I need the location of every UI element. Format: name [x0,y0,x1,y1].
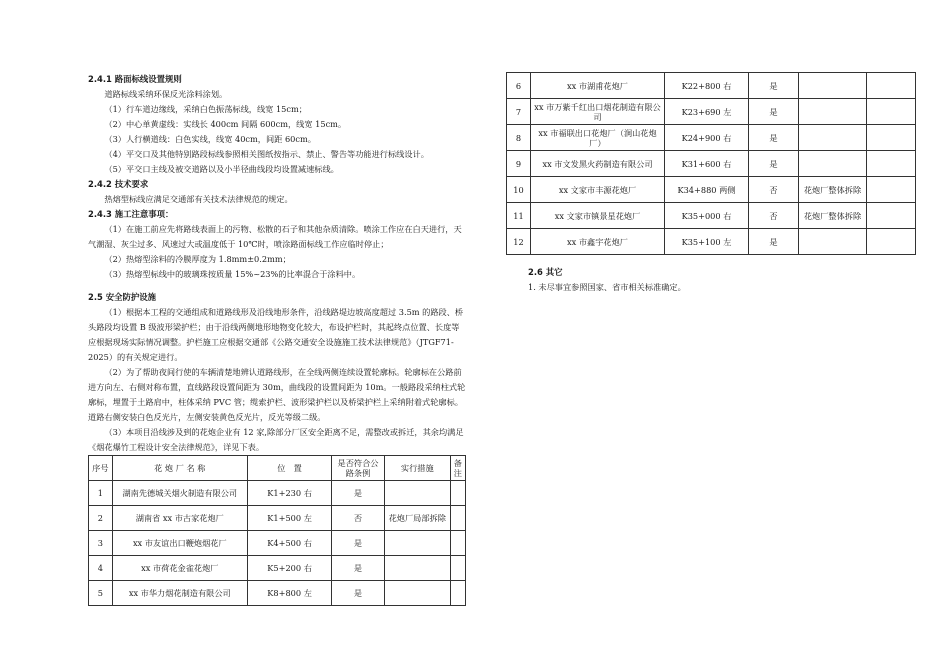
cell-position: K5+200 右 [247,556,331,581]
cell-compliant: 否 [749,177,799,203]
cell-compliant: 否 [749,203,799,229]
cell-compliant: 是 [749,73,799,99]
cell-compliant: 是 [332,481,385,506]
cell-note [450,481,465,506]
cell-action [384,581,450,606]
header-action: 实行措施 [384,456,450,481]
cell-position: K35+100 左 [665,229,749,255]
cell-note [867,99,916,125]
cell-no: 12 [507,229,531,255]
list-item: （1）行车道边缘线，采纳白色振荡标线，线宽 15cm； [104,104,307,114]
cell-action [799,151,867,177]
section-2-6 [506,265,916,295]
cell-note [867,229,916,255]
cell-name: xx 文家市丰源花炮厂 [531,177,665,203]
cell-compliant: 是 [749,125,799,151]
table-row [507,203,916,229]
paragraph: （2）为了帮助夜间行使的车辆清楚地辨认道路线形，在全线两侧连续设置轮廓标。轮廓标在公路前进方向左、右侧对称布置，直线路段设置间距为 30m，曲线段的设置间距为 10m。一般路段采纳柱式轮廓标，埋置于土路肩中，柱体采纳 PVC 管；缆索护栏、波形梁护栏以及桥梁护栏上采纳附着式轮廓标。道路右侧安装白色反光片，左侧安装黄色反光片，反光等级二级。 [88,367,466,422]
section-2-4-2-title: 2.4.2 技术要求 [88,179,149,189]
table-row [89,556,466,581]
cell-name: 湖南省 xx 市古家花炮厂 [112,506,247,531]
cell-compliant: 是 [332,556,385,581]
cell-name: xx 市湖甫花炮厂 [531,73,665,99]
cell-note [867,151,916,177]
section-spacer [88,282,466,290]
list-item: （4）平交口及其他特别路段标线参照相关图纸按指示、禁止、警告等功能进行标线设计。 [104,149,429,159]
cell-note [450,506,465,531]
list-item: （1）在施工前应先将路线表面上的污物、松散的石子和其他杂质清除。喷涂工作应在白天进行，天气潮湿、灰尘过多、风速过大或温度低于 10℃时，喷涂路面标线工作应临时停止； [88,224,462,249]
cell-name: xx 市华力烟花制造有限公司 [112,581,247,606]
table-row [507,229,916,255]
header-note: 备注 [450,456,465,481]
cell-action [799,73,867,99]
section-2-4-1-intro: 道路标线采纳环保反光涂料涂划。 [104,89,228,99]
table-row [89,531,466,556]
table-row [507,177,916,203]
header-position: 位 置 [247,456,331,481]
cell-note [867,203,916,229]
cell-compliant: 是 [332,581,385,606]
cell-no: 1 [89,481,113,506]
cell-no: 9 [507,151,531,177]
cell-name: xx 市荷花金雀花炮厂 [112,556,247,581]
table-row [89,506,466,531]
cell-action [799,125,867,151]
section-2-5-title: 2.5 安全防护设施 [88,292,157,302]
list-item: （3）人行横道线：白色实线，线宽 40cm，间距 60cm。 [104,134,316,144]
cell-compliant: 否 [332,506,385,531]
section-2-4-1-title: 2.4.1 路面标线设置规则 [88,74,182,84]
table-row [507,125,916,151]
cell-no: 6 [507,73,531,99]
cell-name: xx 市文发黑火药制造有限公司 [531,151,665,177]
cell-position: K8+800 左 [247,581,331,606]
cell-action: 花炮厂整体拆除 [799,203,867,229]
list-item: （2）热熔型涂料的冷膜厚度为 1.8mm±0.2mm； [104,254,291,264]
header-name: 花 炮 厂 名 称 [112,456,247,481]
section-2-4-3-title: 2.4.3 施工注意事项： [88,209,174,219]
cell-no: 2 [89,506,113,531]
table-row [507,99,916,125]
cell-no: 4 [89,556,113,581]
list-item: （3）热熔型标线中的玻璃珠按质量 15%~23%的比率混合于涂料中。 [104,269,361,279]
paragraph: （3）本项目沿线涉及到的花炮企业有 12 家,除部分厂区安全距离不足，需整改或拆迁，其余均满足《烟花爆竹工程设计安全法律规范》，详见下表。 [88,427,464,452]
cell-position: K23+690 左 [665,99,749,125]
cell-action [799,99,867,125]
cell-position: K24+900 右 [665,125,749,151]
cell-position: K1+500 左 [247,506,331,531]
right-column [506,72,916,295]
cell-compliant: 是 [749,99,799,125]
cell-position: K1+230 右 [247,481,331,506]
header-no: 序号 [89,456,113,481]
cell-action [384,531,450,556]
cell-compliant: 是 [332,531,385,556]
cell-no: 10 [507,177,531,203]
table-row [507,73,916,99]
section-2-6-text: 1. 未尽事宜参照国家、省市相关标准确定。 [528,282,686,292]
paragraph: （1）根据本工程的交通组成和道路线形及沿线地形条件，沿线路堤边坡高度超过 3.5m 的路段、桥头路段均设置 B 级波形梁护栏；由于沿线两侧地形地物变化较大，布设护栏时，其起终点位置、长度等应根据现场实际情况调整。护栏施工应根据交通部《公路交通安全设施施工技术法律规范》（JTGF71-2025）的有关规定进行。 [88,307,464,362]
cell-name: xx 市福联出口花炮厂（涧山花炮厂） [531,125,665,151]
table-row [89,581,466,606]
cell-name: xx 市万紫千红出口烟花制造有限公司 [531,99,665,125]
list-item: （2）中心单黄虚线：实线长 400cm 间隔 600cm，线宽 15cm。 [104,119,347,129]
table-row [507,151,916,177]
cell-name: xx 市友谊出口鞭炮烟花厂 [112,531,247,556]
cell-position: K4+500 右 [247,531,331,556]
cell-no: 5 [89,581,113,606]
factory-table-part-1 [88,455,466,606]
cell-position: K31+600 右 [665,151,749,177]
factory-table-part-2 [506,72,916,255]
cell-position: K35+000 右 [665,203,749,229]
cell-action [799,229,867,255]
cell-compliant: 是 [749,151,799,177]
cell-compliant: 是 [749,229,799,255]
cell-action [384,481,450,506]
header-compliant: 是否符合公路条例 [332,456,385,481]
cell-action: 花炮厂整体拆除 [799,177,867,203]
cell-position: K34+880 两侧 [665,177,749,203]
left-column [88,72,466,606]
cell-note [867,177,916,203]
section-2-4-2-text: 热熔型标线应满足交通部有关技术法律规范的规定。 [104,194,293,204]
cell-no: 3 [89,531,113,556]
cell-note [867,73,916,99]
cell-position: K22+800 右 [665,73,749,99]
cell-note [867,125,916,151]
cell-no: 7 [507,99,531,125]
cell-name: 湖南先德城关烟火制造有限公司 [112,481,247,506]
cell-no: 11 [507,203,531,229]
list-item: （5）平交口主线及被交道路以及小半径曲线段均设置减速标线。 [104,164,339,174]
cell-name: xx 市鑫宇花炮厂 [531,229,665,255]
cell-note [450,531,465,556]
cell-action [384,556,450,581]
cell-action: 花炮厂局部拆除 [384,506,450,531]
section-2-6-title: 2.6 其它 [528,267,563,277]
cell-note [450,581,465,606]
table-row [89,481,466,506]
table-header-row [89,456,466,481]
cell-note [450,556,465,581]
cell-name: xx 文家市镇景星花炮厂 [531,203,665,229]
cell-no: 8 [507,125,531,151]
